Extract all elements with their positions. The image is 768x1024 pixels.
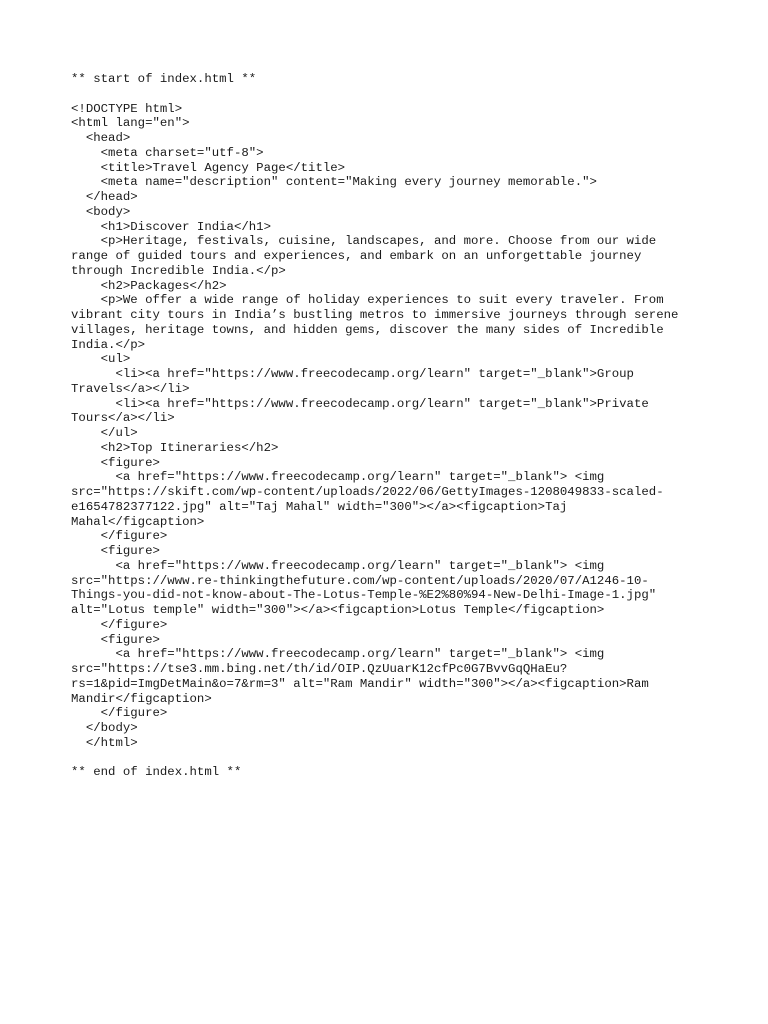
code-line: India.</p>: [71, 337, 146, 352]
code-line: <h2>Top Itineraries</h2>: [71, 440, 279, 455]
code-line: <meta charset="utf-8">: [71, 145, 264, 160]
code-line: [71, 87, 731, 102]
code-line: through Incredible India.</p>: [71, 263, 286, 278]
code-line: </ul>: [71, 426, 138, 440]
code-line: Mandir</figcaption>: [71, 691, 212, 706]
code-line: </figure>: [71, 706, 168, 721]
code-line: Things-you-did-not-know-about-The-Lotus-Temple-%E2%80%94-New-Delhi-Image-1.jpg": [71, 588, 657, 603]
code-line: </html>: [71, 735, 138, 750]
code-line: e1654782377122.jpg" alt="Taj Mahal" width="300"></a><figcaption>Taj: [71, 499, 568, 514]
code-line: <head>: [71, 131, 131, 145]
code-line: </figure>: [71, 529, 168, 544]
code-line: Tours</a></li>: [71, 411, 175, 426]
code-line: <figure>: [71, 455, 160, 470]
code-line: <li><a href="https://www.freecodecamp.org/learn" target="_blank">Group: [71, 367, 634, 381]
code-line: <p>Heritage, festivals, cuisine, landscapes, and more. Choose from our wide: [71, 234, 657, 249]
code-line: <figure>: [71, 544, 160, 558]
code-line: rs=1&pid=ImgDetMain&o=7&rm=3" alt="Ram Mandir" width="300"></a><figcaption>Ram: [71, 676, 649, 691]
code-line: src="https://skift.com/wp-content/uploads/2022/06/GettyImages-1208049833-scaled-: [71, 485, 664, 499]
code-line: <p>We offer a wide range of holiday experiences to suit every traveler. From: [71, 293, 664, 308]
code-line: range of guided tours and experiences, and embark on an unforgettable journey: [71, 249, 642, 263]
code-listing: [71, 72, 731, 780]
code-line: <a href="https://www.freecodecamp.org/learn" target="_blank"> <img: [71, 647, 605, 662]
code-line: </figure>: [71, 617, 168, 632]
code-line: <h1>Discover India</h1>: [71, 219, 272, 234]
code-line: <a href="https://www.freecodecamp.org/learn" target="_blank"> <img: [71, 558, 605, 573]
code-line: <a href="https://www.freecodecamp.org/learn" target="_blank"> <img: [71, 470, 605, 485]
code-line: <body>: [71, 204, 131, 219]
code-line: Mahal</figcaption>: [71, 514, 205, 529]
code-line: <meta name="description" content="Making every journey memorable.">: [71, 175, 597, 190]
code-line: <ul>: [71, 352, 131, 367]
code-line: <figure>: [71, 632, 160, 647]
code-line: </body>: [71, 721, 138, 735]
code-line: <html lang="en">: [71, 116, 190, 131]
code-line: <li><a href="https://www.freecodecamp.org/learn" target="_blank">Private: [71, 396, 649, 411]
code-line: <!DOCTYPE html>: [71, 101, 183, 116]
code-line: ** start of index.html **: [71, 72, 257, 86]
code-line: Travels</a></li>: [71, 381, 190, 396]
code-line: alt="Lotus temple" width="300"></a><figcaption>Lotus Temple</figcaption>: [71, 603, 605, 617]
code-line: <title>Travel Agency Page</title>: [71, 160, 346, 175]
code-line: ** end of index.html **: [71, 765, 242, 780]
code-line: </head>: [71, 190, 138, 204]
code-line: <h2>Packages</h2>: [71, 278, 227, 293]
code-line: villages, heritage towns, and hidden gems, discover the many sides of Incredible: [71, 322, 664, 337]
code-line: [71, 751, 731, 766]
code-line: src="https://www.re-thinkingthefuture.com/wp-content/uploads/2020/07/A1246-10-: [71, 573, 649, 588]
code-line: src="https://tse3.mm.bing.net/th/id/OIP.QzUuarK12cfPc0G7BvvGqQHaEu?: [71, 662, 568, 676]
code-line: vibrant city tours in India’s bustling metros to immersive journeys through serene: [71, 308, 679, 322]
